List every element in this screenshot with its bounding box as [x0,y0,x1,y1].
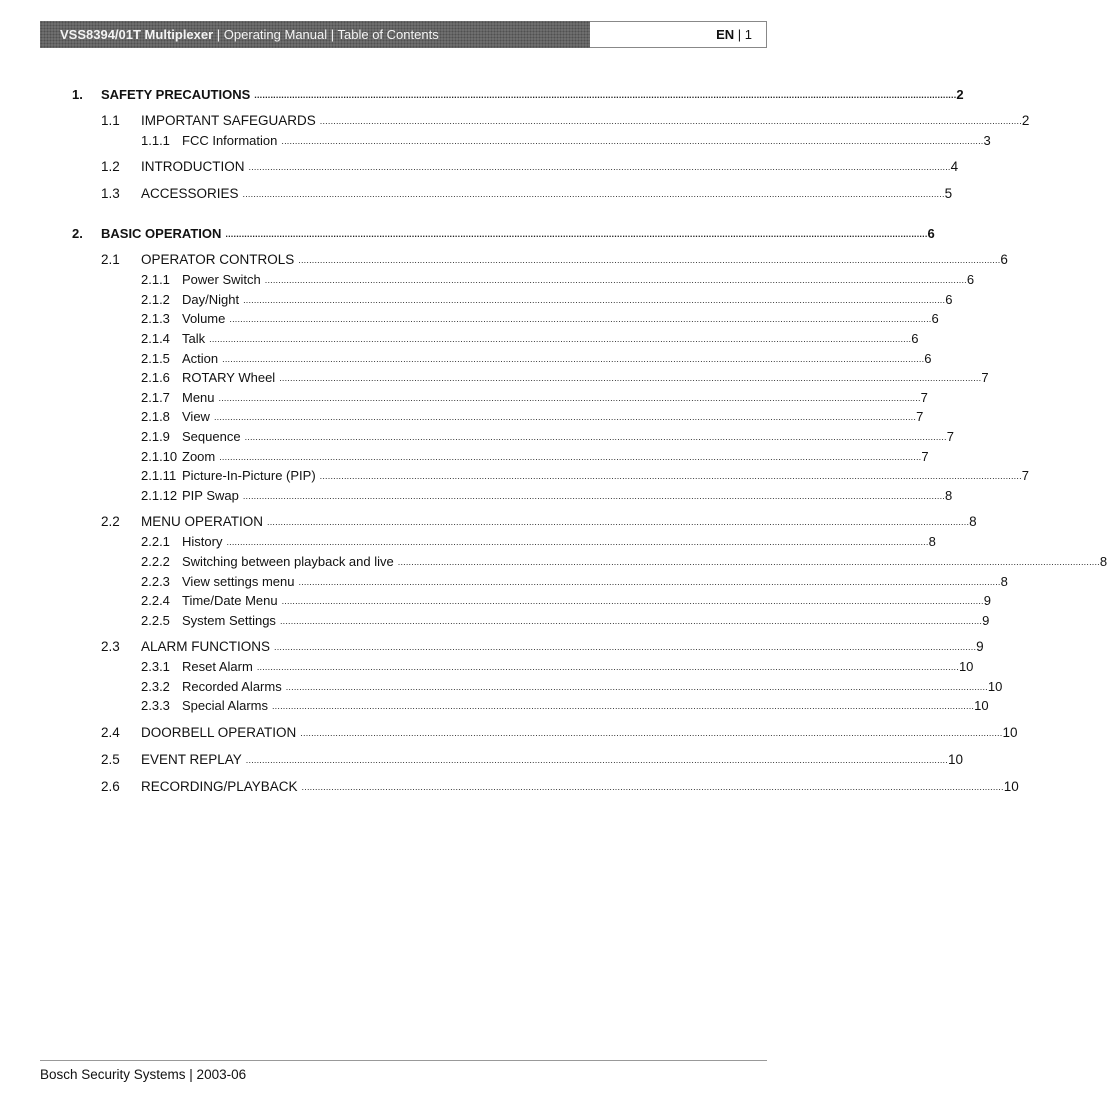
toc-entry-page: 7 [1021,468,1030,483]
toc-leader-dots: .................................................................................................................................................................................................................................................................... [248,162,951,172]
toc-entry-page: 6 [924,351,932,366]
toc-leader-dots: .................................................................................................................................................................................................................................................................... [245,755,948,765]
header-separator: | [213,27,224,42]
toc-leader-dots: .................................................................................................................................................................................................................................................................... [298,255,1001,265]
toc-entry[interactable] [101,638,984,656]
toc-leader-dots: .................................................................................................................................................................................................................................................................... [301,782,1004,792]
toc-entry-number: 2.1.6 [141,370,170,385]
toc-entry-page: 6 [1000,252,1008,267]
toc-leader-dots: .................................................................................................................................................................................................................................................................... [319,471,1022,481]
toc-entry[interactable] [101,724,1018,742]
toc-leader-dots: .................................................................................................................................................................................................................................................................... [264,275,967,285]
toc-entry-page: 7 [921,449,929,464]
toc-entry-title: RECORDING/PLAYBACK [141,779,298,794]
header-manual: Operating Manual [223,27,328,42]
toc-entry-number: 1.3 [101,186,120,201]
toc-entry[interactable] [141,271,975,289]
toc-entry[interactable] [141,533,936,551]
toc-entry-number: 2.2.4 [141,593,170,608]
toc-entry-number: 2.1 [101,252,120,267]
toc-entry-page: 9 [983,593,991,608]
toc-leader-dots: .................................................................................................................................................................................................................................................................... [267,517,970,527]
toc-entry[interactable] [141,553,1107,571]
toc-entry-page: 10 [974,698,989,713]
toc-entry-number: 2.1.1 [141,272,170,287]
toc-entry-title: View [182,409,210,424]
toc-entry-number: 2.2.3 [141,574,170,589]
toc-entry-number: 2.1.2 [141,292,170,307]
toc-entry-title: View settings menu [182,574,295,589]
toc-entry-number: 1.1 [101,113,120,128]
toc-entry-page: 6 [966,272,975,287]
toc-entry-number: 2.1.12 [141,488,178,503]
toc-leader-dots: .................................................................................................................................................................................................................................................................... [244,432,947,442]
toc-entry-page: 8 [1099,554,1107,569]
toc-entry[interactable] [72,225,935,243]
toc-entry-number: 2.4 [101,725,120,740]
toc-leader-dots: .................................................................................................................................................................................................................................................................... [242,189,945,199]
toc-entry-title: Zoom [182,449,216,464]
toc-entry-number: 2.1.3 [141,311,170,326]
toc-entry-page: 7 [946,429,954,444]
toc-entry[interactable] [141,487,953,505]
toc-entry-number: 2.3.1 [141,659,170,674]
toc-leader-dots: .................................................................................................................................................................................................................................................................... [243,295,946,305]
toc-entry-page: 8 [1000,574,1008,589]
toc-leader-dots: .................................................................................................................................................................................................................................................................... [279,616,983,626]
toc-entry-number: 2.1.4 [141,331,170,346]
toc-entry-number: 2.3.3 [141,698,170,713]
toc-entry[interactable] [141,369,989,387]
toc-leader-dots: .................................................................................................................................................................................................................................................................... [271,701,975,711]
toc-entry-page: 9 [982,613,990,628]
toc-entry-title: PIP Swap [182,488,239,503]
toc-entry-page: 6 [945,292,953,307]
toc-entry[interactable] [141,310,939,328]
toc-entry-title: DOORBELL OPERATION [141,725,297,740]
toc-entry[interactable] [72,86,964,104]
toc-entry[interactable] [141,389,928,407]
toc-leader-dots: .................................................................................................................................................................................................................................................................... [254,90,957,100]
toc-entry-title: Talk [182,331,206,346]
toc-entry[interactable] [141,448,929,466]
toc-entry-title: Sequence [182,429,241,444]
toc-entry-title: EVENT REPLAY [141,752,242,767]
toc-entry-number: 2.2.1 [141,534,170,549]
toc-leader-dots: .................................................................................................................................................................................................................................................................... [256,662,959,672]
toc-entry-page: 10 [958,659,974,674]
toc-entry[interactable] [101,158,959,176]
toc-entry-number: 2.2.2 [141,554,170,569]
toc-entry-number: 2.1.11 [141,468,177,483]
toc-leader-dots: .................................................................................................................................................................................................................................................................... [281,136,984,146]
toc-entry[interactable] [141,678,1003,696]
toc-entry-page: 8 [969,514,977,529]
header-separator: | [734,27,745,42]
toc-leader-dots: .................................................................................................................................................................................................................................................................... [225,229,928,239]
toc-entry-title: Picture-In-Picture (PIP) [182,468,316,483]
toc-entry-number: 1.1.1 [141,133,170,148]
toc-entry-page: 7 [981,370,989,385]
toc-entry[interactable] [141,132,991,150]
toc-entry-number: 1. [72,87,83,102]
toc-leader-dots: .................................................................................................................................................................................................................................................................... [209,334,912,344]
toc-entry-title: Menu [182,390,215,405]
toc-entry-title: History [182,534,223,549]
toc-entry-page: 10 [1003,779,1019,794]
toc-entry-page: 6 [927,226,935,241]
toc-entry-number: 2.1.9 [141,429,170,444]
header-language: EN [716,27,735,42]
toc-entry[interactable] [141,658,974,676]
toc-entry-title: ACCESSORIES [141,186,239,201]
toc-entry[interactable] [141,612,990,630]
toc-entry[interactable] [101,112,1030,130]
toc-entry-title: Day/Night [182,292,240,307]
toc-entry-number: 2.2.5 [141,613,170,628]
toc-leader-dots: .................................................................................................................................................................................................................................................................... [242,491,945,501]
toc-entry-number: 2.2 [101,514,120,529]
toc-entry-title: Time/Date Menu [182,593,278,608]
toc-entry[interactable] [141,573,1008,591]
toc-entry-page: 10 [987,679,1003,694]
toc-entry-page: 7 [916,409,924,424]
toc-entry[interactable] [141,408,924,426]
toc-entry-page: 5 [944,186,953,201]
toc-entry[interactable] [141,592,991,610]
toc-leader-dots: .................................................................................................................................................................................................................................................................... [213,412,917,422]
toc-entry-title: Reset Alarm [182,659,253,674]
toc-leader-dots: .................................................................................................................................................................................................................................................................... [281,596,984,606]
toc-leader-dots: .................................................................................................................................................................................................................................................................... [218,393,921,403]
header-section: Table of Contents [337,27,439,42]
toc-entry[interactable] [141,697,989,715]
toc-entry-number: 2. [72,226,83,241]
header-product: VSS8394/01T Multiplexer [60,27,214,42]
toc-leader-dots: .................................................................................................................................................................................................................................................................... [274,642,977,652]
toc-entry-title: FCC Information [182,133,278,148]
toc-entry-page: 2 [1021,113,1030,128]
toc-entry[interactable] [101,513,977,531]
toc-leader-dots: .................................................................................................................................................................................................................................................................... [279,373,982,383]
toc-entry-page: 6 [931,311,939,326]
toc-entry[interactable] [141,350,932,368]
toc-entry-number: 2.3.2 [141,679,170,694]
toc-entry[interactable] [101,185,953,203]
toc-entry-number: 2.1.8 [141,409,170,424]
toc-entry-title: System Settings [182,613,276,628]
header-page-number: 1 [744,27,752,42]
toc-leader-dots: .................................................................................................................................................................................................................................................................... [300,728,1003,738]
toc-entry-title: ALARM FUNCTIONS [141,639,271,654]
toc-entry-title: Volume [182,311,226,326]
toc-entry-title: Power Switch [182,272,261,287]
toc-entry-title: BASIC OPERATION [101,226,222,241]
toc-leader-dots: .................................................................................................................................................................................................................................................................... [285,682,988,692]
toc-leader-dots: .................................................................................................................................................................................................................................................................... [319,116,1022,126]
toc-entry-title: Action [182,351,219,366]
toc-entry-number: 2.1.5 [141,351,170,366]
toc-entry-page: 8 [928,534,936,549]
toc-entry-page: 2 [956,87,964,102]
toc-entry-number: 1.2 [101,159,120,174]
toc-entry-page: 3 [983,133,991,148]
toc-entry-title: ROTARY Wheel [182,370,276,385]
toc-entry-number: 2.3 [101,639,120,654]
toc-entry-title: SAFETY PRECAUTIONS [101,87,251,102]
header-separator: | [327,27,338,42]
toc-leader-dots: .................................................................................................................................................................................................................................................................... [397,557,1100,567]
toc-entry-title: MENU OPERATION [141,514,264,529]
toc-leader-dots: .................................................................................................................................................................................................................................................................... [298,577,1001,587]
toc-entry-title: OPERATOR CONTROLS [141,252,295,267]
page-footer: Bosch Security Systems | 2003-06 [40,1067,247,1082]
toc-leader-dots: .................................................................................................................................................................................................................................................................... [219,452,922,462]
toc-entry[interactable] [101,751,963,769]
toc-entry-page: 7 [920,390,928,405]
toc-entry[interactable] [141,428,954,446]
toc-entry[interactable] [101,251,1008,269]
toc-entry-page: 8 [945,488,953,503]
toc-entry-number: 2.6 [101,779,120,794]
toc-entry-number: 2.1.10 [141,449,178,464]
toc-entry-title: IMPORTANT SAFEGUARDS [141,113,316,128]
toc-entry-page: 4 [950,159,959,174]
toc-entry[interactable] [101,778,1019,796]
toc-entry[interactable] [141,330,919,348]
toc-entry-page: 10 [947,752,963,767]
toc-leader-dots: .................................................................................................................................................................................................................................................................... [226,537,929,547]
toc-entry-page: 9 [976,639,984,654]
toc-entry-title: Recorded Alarms [182,679,282,694]
toc-leader-dots: .................................................................................................................................................................................................................................................................... [229,314,932,324]
toc-entry-title: Special Alarms [182,698,268,713]
toc-entry-title: INTRODUCTION [141,159,245,174]
footer-divider [40,1060,767,1061]
toc-entry-title: Switching between playback and live [182,554,394,569]
toc-entry-page: 6 [911,331,919,346]
toc-entry-number: 2.1.7 [141,390,170,405]
toc-leader-dots: .................................................................................................................................................................................................................................................................... [222,354,925,364]
toc-entry[interactable] [141,467,1030,485]
toc-entry-number: 2.5 [101,752,120,767]
toc-entry-page: 10 [1002,725,1018,740]
toc-entry[interactable] [141,291,953,309]
